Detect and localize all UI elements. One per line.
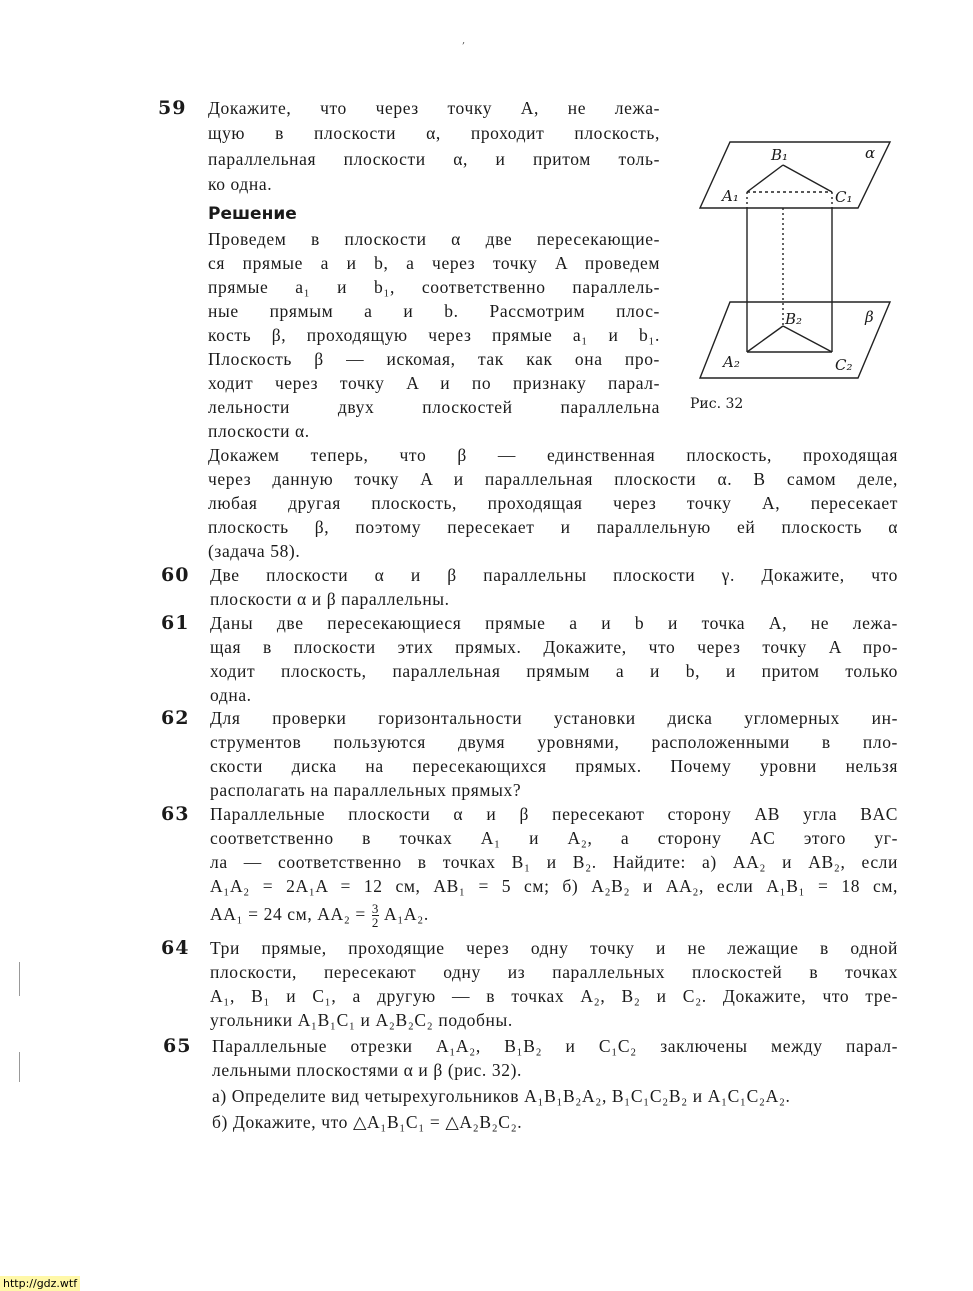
label-beta: β — [865, 308, 874, 326]
problem-60-line-2: плоскости α и β параллельны. — [210, 589, 450, 609]
problem-63-line-4: A₁A₂ = 2A₁A = 12 см, AB₁ = 5 см; б) A₂B₂ и AA₂, если A₁B₁ = 18 см, — [210, 876, 898, 896]
problem-64-line-1: Три прямые, проходящие через одну точку и не лежащие в одной — [210, 938, 898, 958]
problem-62-line-1: Для проверки горизонтальности установки диска угломерных ин- — [210, 708, 898, 728]
fraction-denominator: 2 — [371, 915, 379, 931]
solution-line-5: кость β, проходящую через прямые a₁ и b₁. — [208, 325, 660, 345]
solution-full-line-4: плоскость β, поэтому пересекает и параллельную ей плоскость α — [208, 517, 898, 537]
solution-line-2: ся прямые a и b, а через точку A проведем — [208, 253, 660, 273]
problem-63-line-1: Параллельные плоскости α и β пересекают сторону AB угла BAC — [210, 804, 898, 824]
problem-64-number: 64 — [161, 937, 190, 959]
problem-62-number: 62 — [161, 707, 190, 729]
problem-60-number: 60 — [161, 564, 190, 586]
figure-32-diagram — [685, 130, 900, 390]
problem-65-line-1: Параллельные отрезки A₁A₂, B₁B₂ и C₁C₂ заключены между парал- — [212, 1036, 898, 1056]
scan-margin-bar — [19, 962, 20, 996]
solution-line-3: прямые a₁ и b₁, соответственно параллель- — [208, 277, 660, 297]
fraction-three-halves — [372, 902, 379, 929]
scan-margin-bar — [19, 1052, 20, 1082]
problem-65-line-3: а) Определите вид четырехугольников A₁B₁B₂A₂, B₁C₁C₂B₂ и A₁C₁C₂A₂. — [212, 1086, 791, 1106]
label-C2: C₂ — [835, 356, 853, 374]
solution-full-line-1: Докажем теперь, что β — единственная плоскость, проходящая — [208, 445, 898, 465]
problem-63-line-5-start: AA₁ = 24 см, AA₂ = — [210, 904, 371, 924]
problem-62-line-3: скости диска на пересекающихся прямых. Почему уровни нельзя — [210, 756, 898, 776]
problem-61-line-4: одна. — [210, 685, 252, 705]
problem-65-line-4: б) Докажите, что △A₁B₁C₁ = △A₂B₂C₂. — [212, 1112, 523, 1132]
solution-line-7: ходит через точку A и по признаку парал- — [208, 373, 660, 393]
footer-source-link[interactable]: http://gdz.wtf — [0, 1276, 80, 1291]
problem-61-line-2: щая в плоскости этих прямых. Докажите, что через точку A про- — [210, 637, 898, 657]
figure-32-caption: Рис. 32 — [690, 396, 744, 412]
solution-full-line-5: (задача 58). — [208, 541, 301, 561]
label-A1: A₁ — [722, 187, 739, 205]
problem-61-line-1: Даны две пересекающиеся прямые a и b и точка A, не лежа- — [210, 613, 898, 633]
problem-61-line-3: ходит плоскость, параллельная прямым a и b, и притом только — [210, 661, 898, 681]
problem-63-line-2: соответственно в точках A₁ и A₂, а сторону AC этого уг- — [210, 828, 898, 848]
problem-61-number: 61 — [161, 612, 190, 634]
label-B1: B₁ — [771, 146, 789, 164]
problem-59-line-2: щую в плоскости α, проходит плоскость, — [208, 123, 660, 143]
solution-line-6: Плоскость β — искомая, так как она про- — [208, 349, 660, 369]
solution-line-9: плоскости α. — [208, 421, 310, 441]
problem-59-line-4: ко одна. — [208, 174, 273, 194]
problem-60-line-1: Две плоскости α и β параллельны плоскости γ. Докажите, что — [210, 565, 898, 585]
fraction-numerator: 3 — [371, 901, 379, 917]
label-A2: A₂ — [723, 353, 740, 371]
problem-65-line-2: лельными плоскостями α и β (рис. 32). — [212, 1060, 522, 1080]
problem-63-line-5-end: A₁A₂. — [379, 904, 429, 924]
problem-65-number: 65 — [163, 1035, 192, 1057]
problem-64-line-2: плоскости, пересекают одну из параллельных плоскостей в точках — [210, 962, 898, 982]
solution-line-8: лельности двух плоскостей параллельна — [208, 397, 660, 417]
problem-63-number: 63 — [161, 803, 190, 825]
solution-line-1: Проведем в плоскости α две пересекающие- — [208, 229, 660, 249]
problem-64-line-4: угольники A₁B₁C₁ и A₂B₂C₂ подобны. — [210, 1010, 513, 1030]
solution-full-line-3: любая другая плоскость, проходящая через точку A, пересекает — [208, 493, 898, 513]
problem-62-line-2: струментов пользуются двумя уровнями, расположенными в пло- — [210, 732, 898, 752]
solution-line-4: ные прямым a и b. Рассмотрим плос- — [208, 301, 660, 321]
problem-62-line-4: располагать на параллельных прямых? — [210, 780, 522, 800]
problem-64-line-3: A₁, B₁ и C₁, а другую — в точках A₂, B₂ и C₂. Докажите, что тре- — [210, 986, 898, 1006]
solution-heading: Решение — [208, 204, 297, 224]
label-alpha: α — [865, 144, 876, 162]
problem-59-number: 59 — [158, 97, 187, 119]
problem-63-line-3: ла — соответственно в точках B₁ и B₂. Найдите: а) AA₂ и AB₂, если — [210, 852, 898, 872]
problem-59-line-1: Докажите, что через точку A, не лежа- — [208, 98, 660, 118]
label-C1: C₁ — [835, 188, 853, 206]
label-B2: B₂ — [785, 310, 803, 328]
solution-full-line-2: через данную точку A и параллельная плоскости α. В самом деле, — [208, 469, 898, 489]
scan-mark: , — [462, 35, 466, 46]
problem-59-line-3: параллельная плоскости α, и притом толь- — [208, 149, 660, 169]
problem-63-line-5 — [210, 902, 429, 929]
